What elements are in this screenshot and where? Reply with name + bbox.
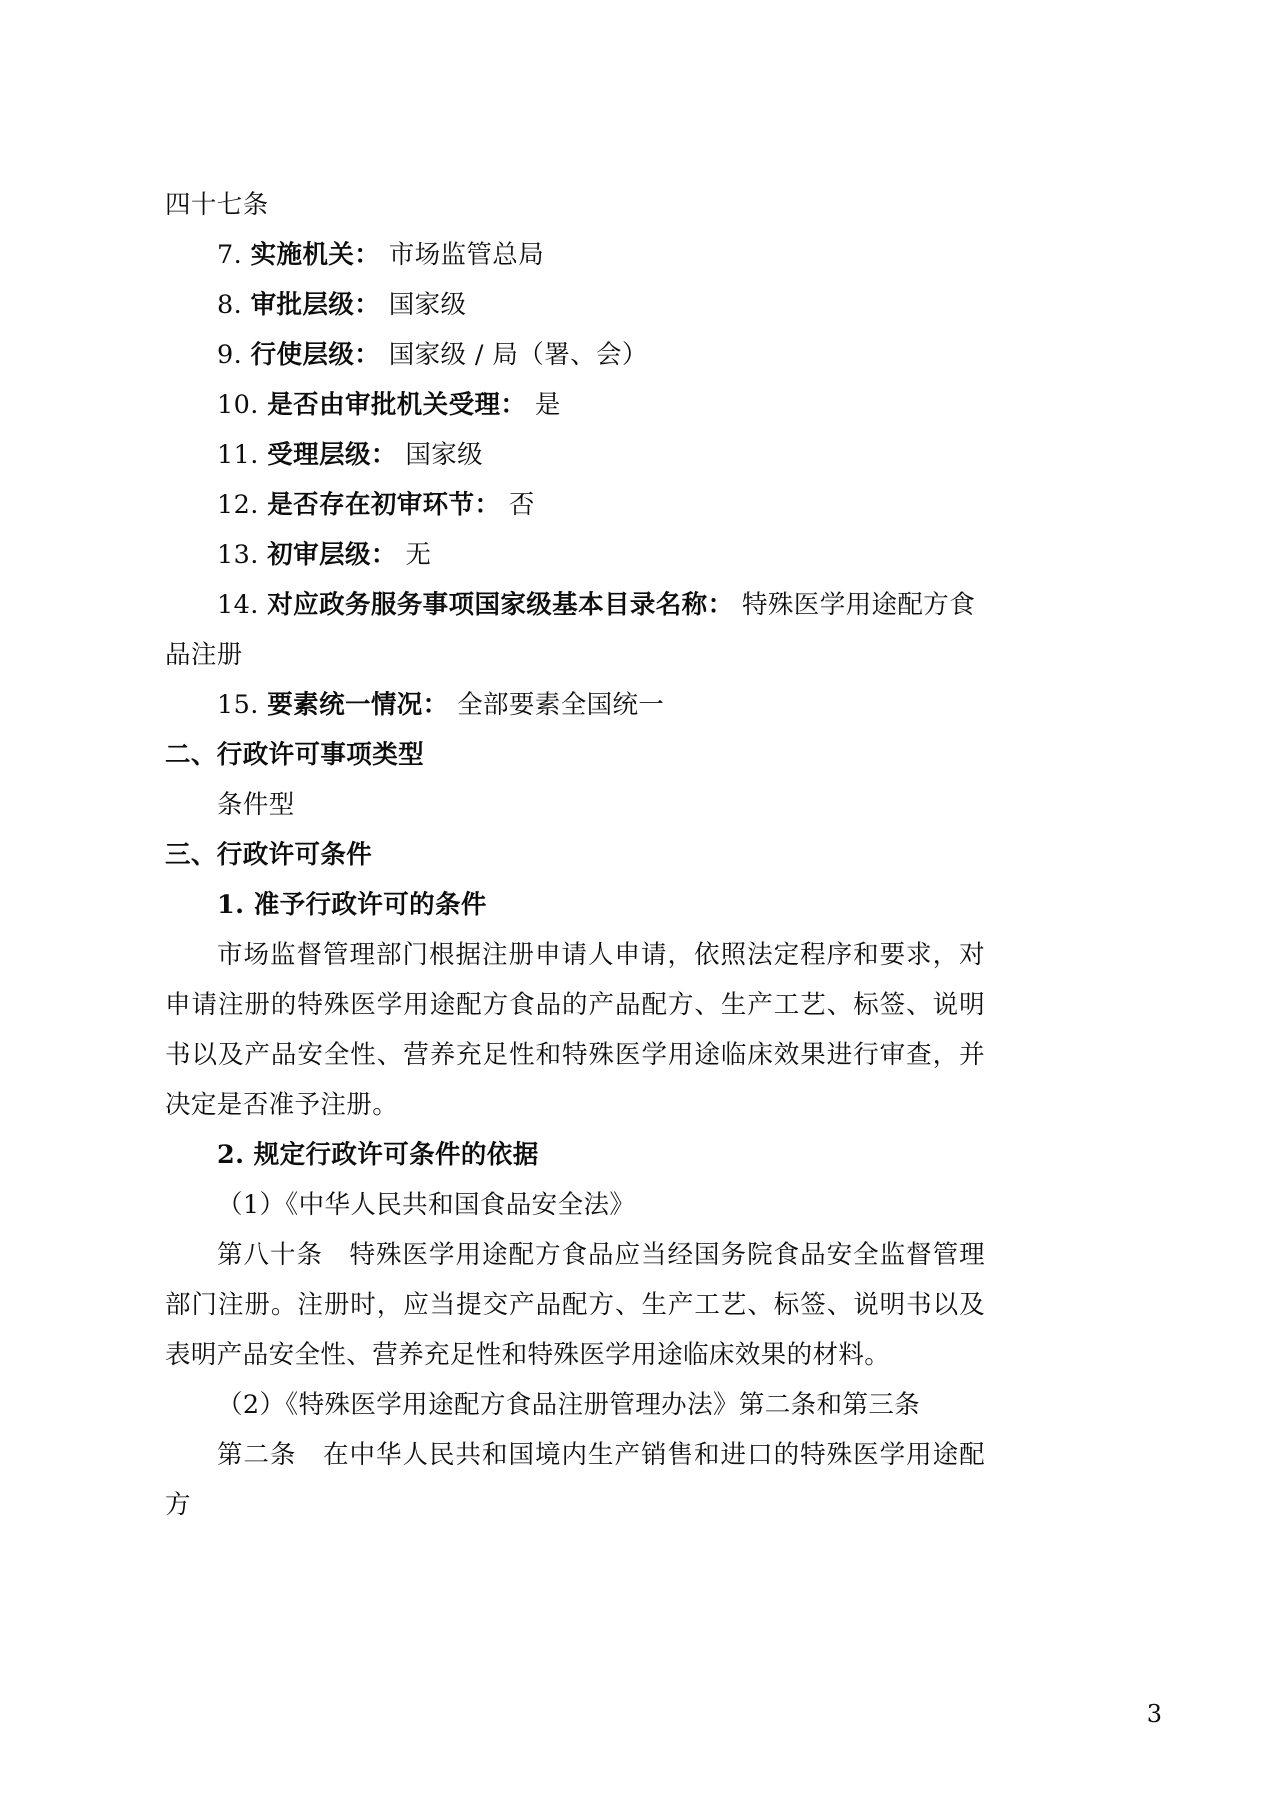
list-item [165,580,985,680]
list-item [165,680,985,730]
item-number: 12. [217,490,259,520]
item-label: 实施机关： [250,240,381,270]
item-number: 11. [217,440,259,470]
section-two-body: 条件型 [217,790,295,820]
subsection-body-3-1: 市场监督管理部门根据注册申请人申请，依照法定程序和要求，对申请注册的特殊医学用途配方食品的产品配方、生产工艺、标签、说明书以及产品安全性、营养充足性和特殊医学用途临床效果进行审查，并决定是否准予注册。 [165,940,985,1120]
item-value: 无 [405,540,432,570]
item-number: 7. [217,240,243,270]
item-label: 受理层级： [267,440,397,470]
item-number: 8. [217,290,243,320]
item-value: 全部要素全国统一 [457,690,665,720]
section-heading-two: 二、行政许可事项类型 [165,740,425,770]
item-label: 是否存在初审环节： [267,490,501,520]
list-item [165,530,985,580]
item-value: 是 [534,390,561,420]
list-item [165,480,985,530]
item-label: 初审层级： [267,540,397,570]
item-label: 审批层级： [250,290,381,320]
subsection-heading-3-1: 1. 准予行政许可的条件 [217,890,487,920]
item-number: 14. [217,590,259,620]
item-value: 特殊医学用途配方食品注册 [165,590,976,670]
list-item [165,430,985,480]
basis-one-title: （1）《中华人民共和国食品安全法》 [217,1190,636,1220]
item-value: 国家级 / 局（署、会） [388,340,648,370]
list-item [165,230,985,280]
item-value: 国家级 [405,440,484,470]
item-value: 国家级 [388,290,467,320]
page-number: 3 [1146,1700,1162,1728]
subsection-heading-3-2: 2. 规定行政许可条件的依据 [217,1140,539,1170]
basis-one-article: 第八十条 特殊医学用途配方食品应当经国务院食品安全监督管理部门注册。注册时，应当提交产品配方、生产工艺、标签、说明书以及表明产品安全性、营养充足性和特殊医学用途临床效果的材料。 [165,1240,985,1370]
document-body [165,180,985,1530]
list-item [165,280,985,330]
section-heading-three: 三、行政许可条件 [165,840,373,870]
item-label: 要素统一情况： [267,690,449,720]
item-label: 是否由审批机关受理： [267,390,527,420]
item-label: 行使层级： [250,340,381,370]
continuation-line: 四十七条 [165,190,269,220]
list-item [165,380,985,430]
item-number: 13. [217,540,259,570]
item-value: 市场监管总局 [388,240,545,270]
list-item [165,330,985,380]
basis-two-article: 第二条 在中华人民共和国境内生产销售和进口的特殊医学用途配方 [165,1440,985,1520]
item-number: 10. [217,390,259,420]
item-value: 否 [508,490,535,520]
item-number: 15. [217,690,259,720]
basis-two-title: （2）《特殊医学用途配方食品注册管理办法》第二条和第三条 [217,1390,921,1420]
item-label: 对应政务服务事项国家级基本目录名称： [267,590,734,620]
item-number: 9. [217,340,243,370]
